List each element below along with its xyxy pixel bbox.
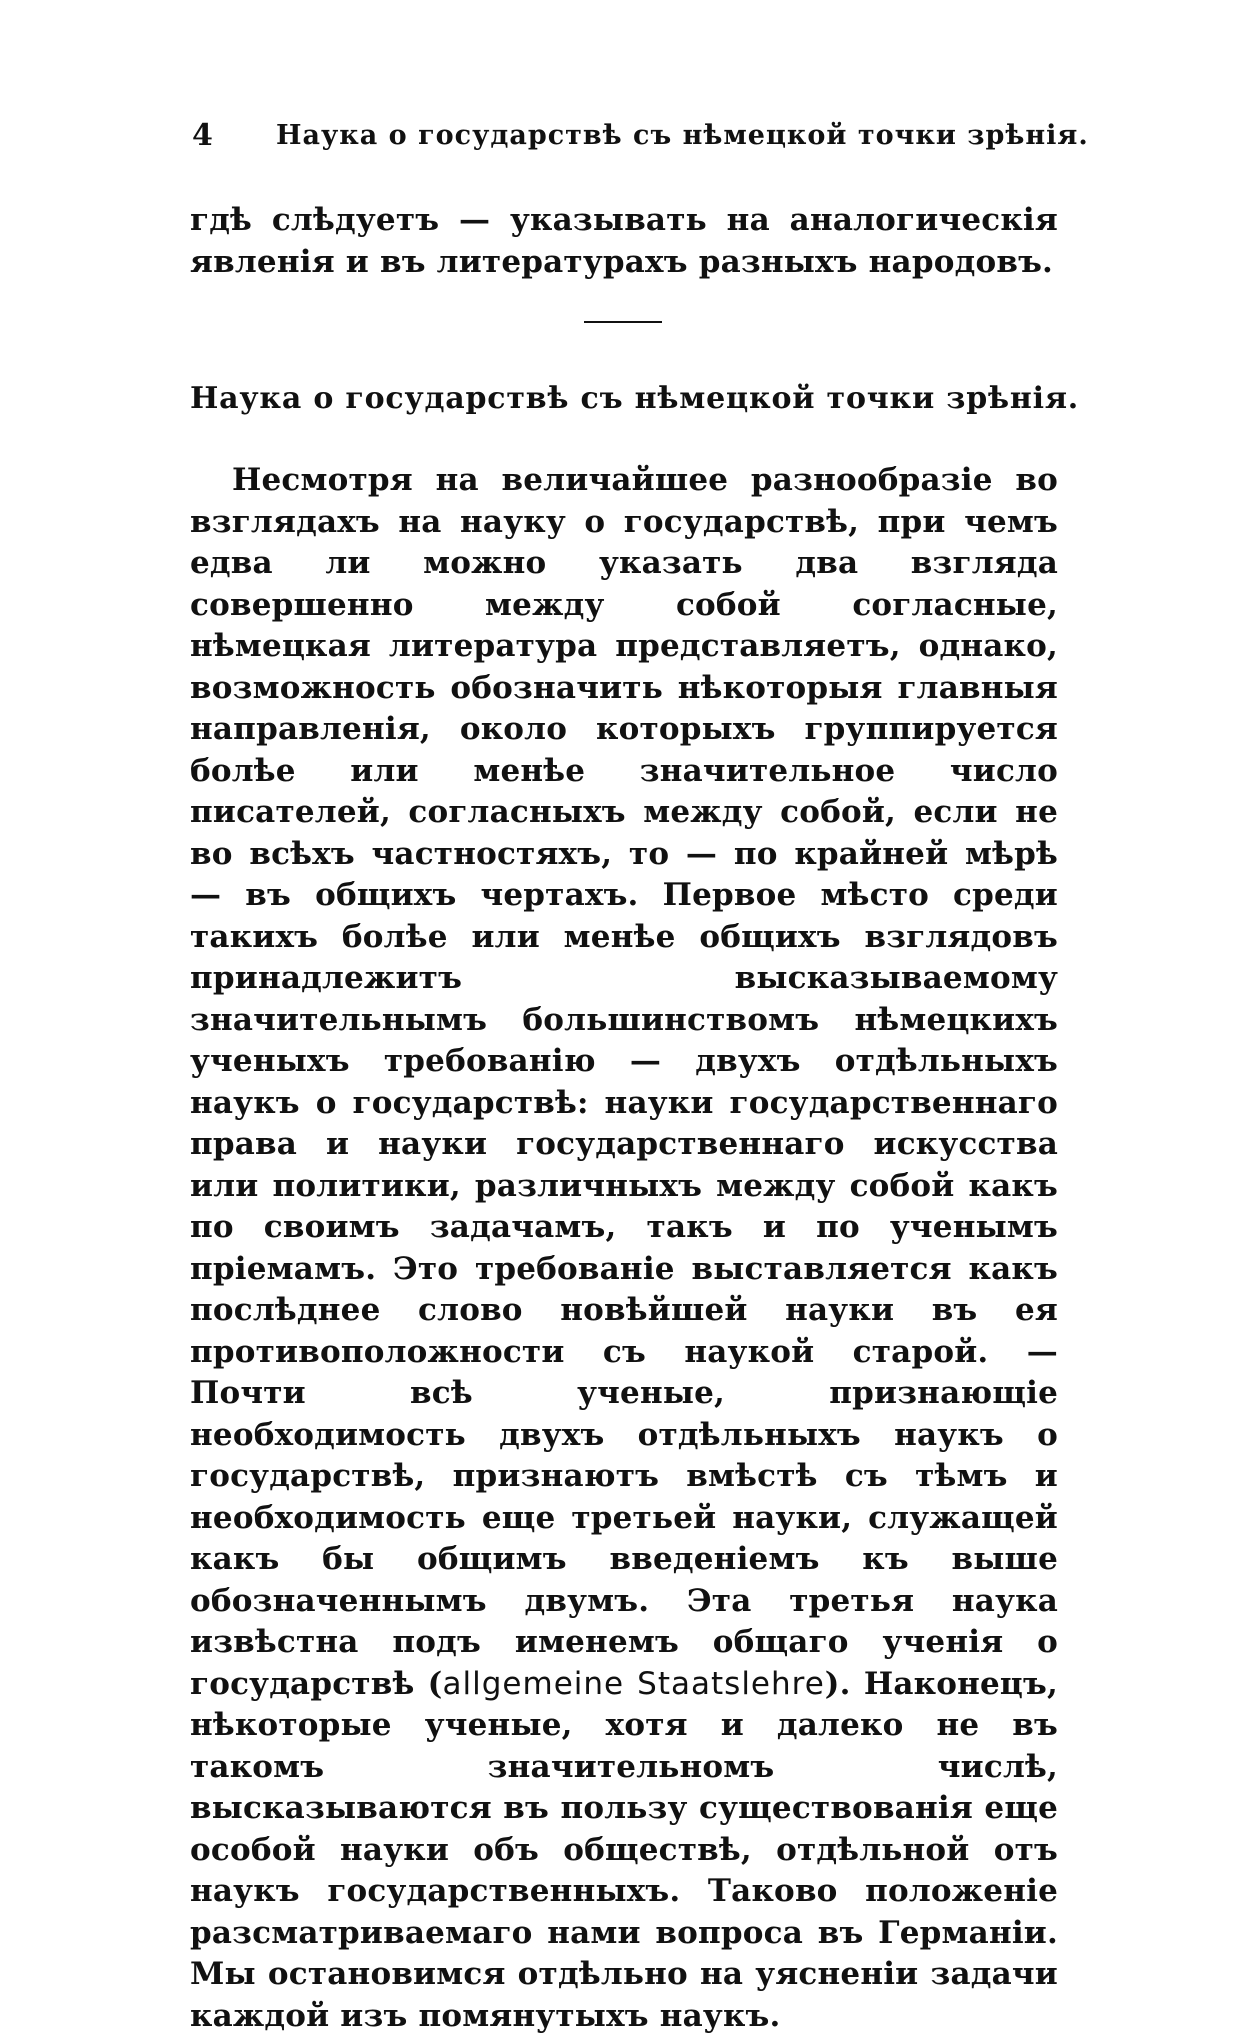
main-paragraph-text-start: Несмотря на величайшее разнообразіе во взглядахъ на науку о государствѣ, при чемъ едва ли можно указать два взгляда совершенно между собой согласные, нѣмецкая литература представляетъ, однако, возможность обозначить нѣкоторыя главныя направленія, около которыхъ группируется болѣе или менѣе значительное число писателей, согласныхъ между собой, если не во всѣхъ частностяхъ, то — по крайней мѣрѣ — въ общихъ чертахъ. Первое мѣсто среди такихъ болѣе или менѣе общихъ взглядовъ принадлежитъ высказываемому значительнымъ большинствомъ нѣмецкихъ ученыхъ требованію — двухъ отдѣльныхъ наукъ о государствѣ: науки государственнаго права и науки государственнаго искусства или политики, различныхъ между собой какъ по своимъ задачамъ, такъ и по ученымъ пріемамъ. Это требованіе выставляется какъ послѣднее слово новѣйшей науки въ ея противоположности съ наукой старой. — Почти всѣ ученые, признающіе необходимость двухъ отдѣльныхъ наукъ о государствѣ, признаютъ вмѣстѣ съ тѣмъ и необходимость еще третьей науки, служащей какъ бы общимъ введеніемъ къ выше обозначеннымъ двумъ. Эта третья наука извѣстна подъ именемъ общаго ученія о государствѣ (	[190, 462, 1058, 1702]
intro-paragraph: гдѣ слѣдуетъ — указывать на аналогическія явленія и въ литературахъ разныхъ народовъ.	[190, 202, 1058, 280]
main-paragraph-text-end: ). Наконецъ, нѣкоторые ученые, хотя и далеко не въ такомъ значительномъ числѣ, высказываются въ пользу существованія еще особой науки объ обществѣ, отдѣльной отъ наукъ государственныхъ. Таково положеніе разсматриваемаго нами вопроса въ Германіи. Мы остановимся отдѣльно на уясненіи задачи каждой изъ помянутыхъ наукъ.	[190, 1665, 1059, 2034]
page-number: 4	[192, 118, 214, 153]
section-divider	[584, 321, 662, 323]
running-head	[192, 118, 1089, 162]
running-head-title: Наука о государствѣ съ нѣмецкой точки зрѣнія.	[276, 120, 1089, 151]
section-title: Наука о государствѣ съ нѣмецкой точки зрѣнія.	[190, 381, 1080, 416]
latin-term: allgemeine Staatslehre	[442, 1665, 825, 1702]
main-paragraph	[190, 460, 1058, 2037]
